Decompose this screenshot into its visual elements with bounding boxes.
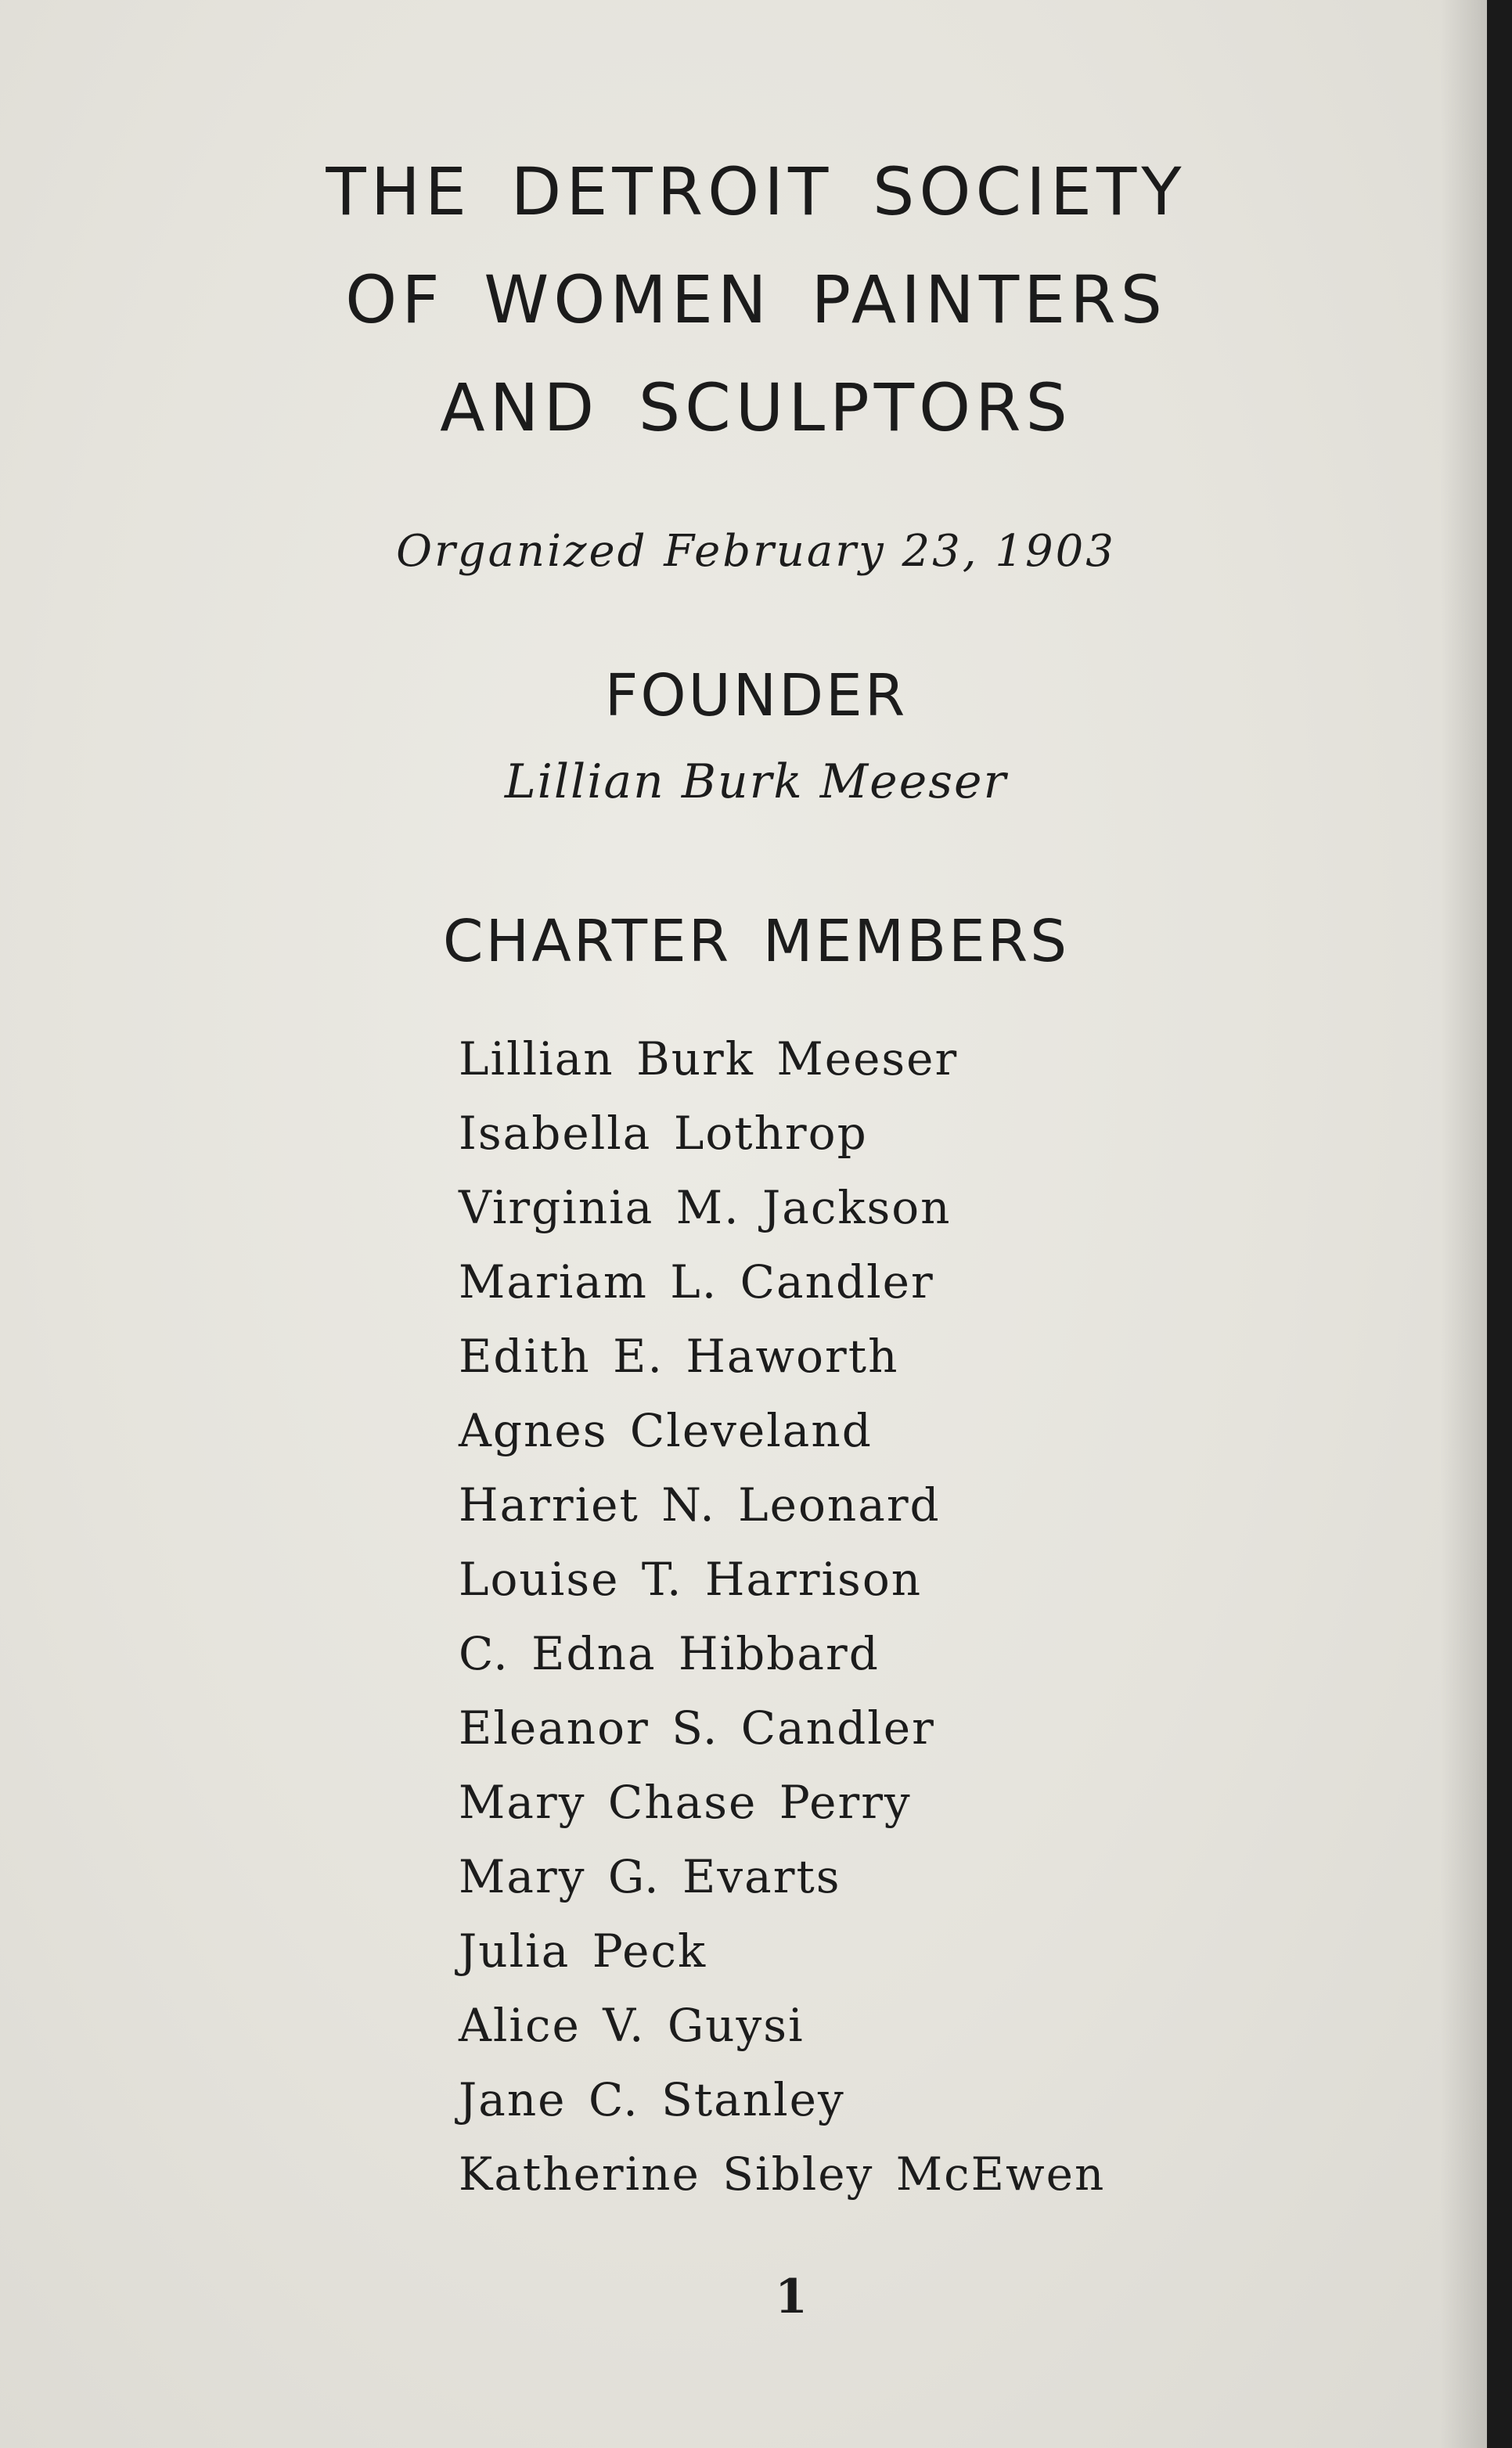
organized-date: Organized February 23, 1903 (396, 526, 1116, 577)
member-name: Louise T. Harrison (459, 1553, 923, 1606)
founder-heading: FOUNDER (604, 662, 908, 729)
charter-members-list (459, 1022, 1105, 2212)
member-name: Julia Peck (459, 1924, 707, 1978)
member-name: Isabella Lothrop (459, 1107, 868, 1160)
member-name: Agnes Cleveland (459, 1404, 873, 1457)
member-name: C. Edna Hibbard (459, 1627, 880, 1680)
member-name: Virginia M. Jackson (459, 1181, 952, 1234)
title-line-2: OF WOMEN PAINTERS (345, 261, 1167, 338)
member-name: Katherine Sibley McEwen (459, 2147, 1106, 2201)
member-name: Alice V. Guysi (459, 1999, 805, 2052)
member-name: Mariam L. Candler (459, 1255, 934, 1309)
title-line-1: THE DETROIT SOCIETY (326, 153, 1186, 230)
page-edge-shadow (1440, 0, 1487, 2448)
member-name: Eleanor S. Candler (459, 1701, 935, 1755)
member-name: Harriet N. Leonard (459, 1478, 941, 1532)
page-number: 1 (775, 2270, 808, 2324)
member-name: Mary G. Evarts (459, 1850, 841, 1903)
member-name: Lillian Burk Meeser (459, 1032, 959, 1085)
founder-name: Lillian Burk Meeser (504, 754, 1008, 809)
title-line-3: AND SCULPTORS (440, 369, 1072, 446)
member-name: Mary Chase Perry (459, 1776, 912, 1829)
charter-members-heading: CHARTER MEMBERS (442, 908, 1070, 975)
member-name: Jane C. Stanley (459, 2073, 845, 2126)
member-name: Edith E. Haworth (459, 1330, 899, 1383)
